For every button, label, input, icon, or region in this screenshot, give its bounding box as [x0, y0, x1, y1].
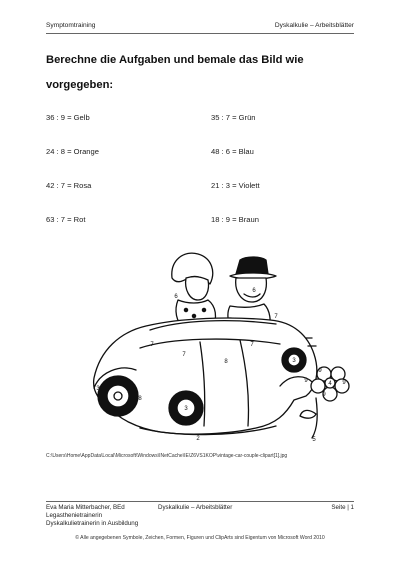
task-item: 21 : 3 = Violett [211, 181, 260, 190]
paint-number: 6 [174, 294, 178, 300]
paint-number: 3 [96, 386, 100, 392]
paint-number: 9 [304, 378, 308, 384]
footer-rule [46, 501, 354, 502]
footer-author: Eva Maria Mitterbacher, BEd [46, 504, 125, 511]
worksheet-title-line-2: vorgegeben: [46, 79, 114, 91]
vintage-car-couple-picture [80, 238, 370, 448]
footer-role: Dyskalkulietrainerin in Ausbildung [46, 520, 139, 527]
paint-number: 6 [252, 288, 256, 294]
image-path-caption: C:\Users\Home\AppData\Local\Microsoft\Windows\INetCache\IE\Z6VS1KOP\vintage-car-couple-clipart[1].jpg [46, 453, 288, 459]
task-item: 63 : 7 = Rot [46, 215, 86, 224]
task-item: 48 : 6 = Blau [211, 147, 254, 156]
paint-number: 7 [150, 342, 154, 348]
task-item: 42 : 7 = Rosa [46, 181, 92, 190]
footer-center: Dyskalkulie – Arbeitsblätter [158, 504, 233, 511]
task-item: 35 : 7 = Grün [211, 113, 256, 122]
paint-number: 9 [322, 392, 326, 398]
paint-number: 4 [328, 381, 332, 387]
footer-role: Legasthenietrainerin [46, 512, 103, 519]
header-right: Dyskalkulie – Arbeitsblätter [274, 22, 354, 29]
paint-number: 8 [138, 396, 142, 402]
paint-number: 9 [318, 368, 322, 374]
task-item: 24 : 8 = Orange [46, 147, 99, 156]
paint-number: 7 [182, 352, 186, 358]
paint-number: 3 [292, 358, 296, 364]
task-item: 18 : 9 = Braun [211, 215, 259, 224]
paint-number: 2 [196, 436, 200, 442]
paint-number: 7 [250, 342, 254, 348]
paint-number: 5 [312, 437, 316, 443]
paint-number: 9 [342, 380, 346, 386]
paint-number: 7 [274, 314, 278, 320]
header-rule [46, 33, 354, 34]
header-left: Symptomtraining [46, 22, 96, 29]
footer-page-number: Seite | 1 [331, 504, 354, 511]
copyright-notice: © Alle angegebenen Symbole, Zeichen, Formen, Figuren und ClipArts sind Eigentum von Microsoft Word 2010 [75, 535, 325, 541]
task-item: 36 : 9 = Gelb [46, 113, 90, 122]
paint-number: 8 [224, 359, 228, 365]
paint-number: 3 [184, 406, 188, 412]
worksheet-title-line-1: Berechne die Aufgaben und bemale das Bild wie [46, 54, 304, 66]
